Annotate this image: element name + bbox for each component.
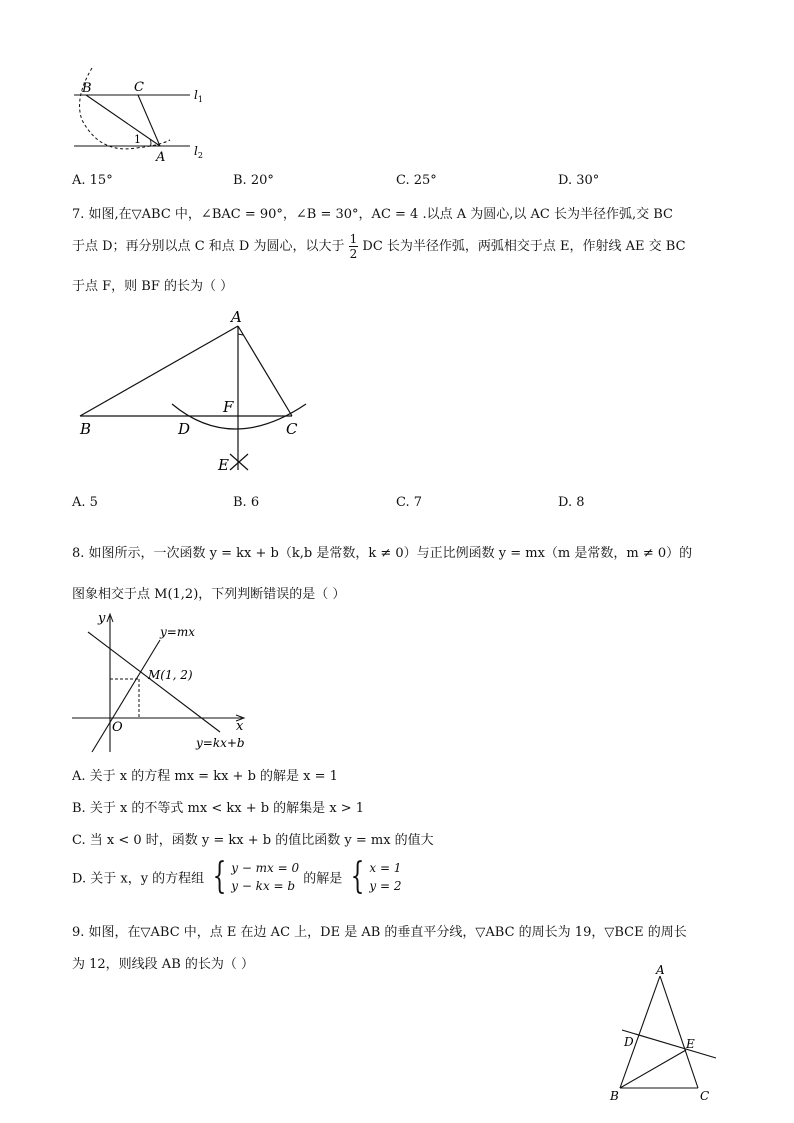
segment-AC — [660, 976, 698, 1088]
label-l1: $l_1$ — [194, 88, 203, 104]
q9-line-2: 为 12，则线段 AB 的长为（ ） — [72, 957, 255, 972]
q7-line-1: 7. 如图,在▽ABC 中，∠BAC = 90°，∠B = 30°，AC = 4 .以点 A 为圆心,以 AC 长为半径作弧,交 BC — [72, 207, 673, 222]
q8-line-1: 8. 如图所示，一次函数 y = kx + b（k,b 是常数，k ≠ 0）与正比例函数 y = mx（m 是常数，m ≠ 0）的 — [72, 546, 693, 561]
q7-line-2-pre: 于点 D；再分别以点 C 和点 D 为圆心，以大于 — [72, 239, 345, 254]
q7-line-3: 于点 F，则 BF 的长为（ ） — [72, 279, 234, 294]
label-l2: $l_2$ — [194, 144, 203, 160]
q9-figure — [604, 962, 724, 1106]
q7-fraction: $\frac{1}{2}$ — [349, 232, 358, 261]
label-B: B — [80, 420, 92, 438]
label-y: y — [98, 611, 106, 626]
label-M: M(1, 2) — [148, 668, 193, 682]
line-y-kx-b — [88, 632, 220, 732]
label-A: A — [656, 963, 665, 977]
q7-option-a: A. 5 — [72, 495, 98, 510]
q7-figure — [72, 304, 322, 480]
brace-left-icon: { — [212, 856, 227, 897]
q7-line-2 — [72, 232, 686, 261]
segment-BA — [80, 326, 238, 416]
label-C: C — [286, 420, 298, 438]
label-D: D — [178, 420, 191, 438]
q9-line-1: 9. 如图，在▽ABC 中，点 E 在边 AC 上，DE 是 AB 的垂直平分线，▽ABC 的周长为 19，▽BCE 的周长 — [72, 925, 687, 940]
angle-1-arc — [150, 139, 151, 146]
q8-figure — [68, 606, 258, 756]
q6-option-c: C. 25° — [396, 173, 437, 188]
q6-option-a: A. 15° — [72, 173, 113, 188]
label-D: D — [624, 1035, 634, 1049]
label-y-kx-b: y=kx+b — [196, 736, 245, 750]
label-y-mx: y=mx — [160, 625, 195, 639]
label-B: B — [82, 81, 92, 96]
label-x: x — [236, 719, 244, 734]
label-B: B — [610, 1089, 619, 1103]
label-C: C — [700, 1089, 710, 1103]
q6-option-b: B. 20° — [233, 173, 274, 188]
q8-option-a: A. 关于 x 的方程 mx = kx + b 的解是 x = 1 — [72, 769, 338, 784]
q8-option-d — [72, 856, 402, 897]
q7-option-c: C. 7 — [396, 495, 423, 510]
q8-option-d-pre: D. 关于 x，y 的方程组 — [72, 871, 205, 887]
q8-system: y − mx = 0 y − kx = b — [231, 861, 300, 893]
segment-AB — [620, 976, 660, 1088]
label-1: 1 — [134, 133, 141, 146]
label-F: F — [223, 398, 234, 416]
label-E: E — [686, 1037, 695, 1051]
segment-BE — [620, 1050, 686, 1088]
q8-solution: x = 1 y = 2 — [369, 861, 402, 893]
q7-option-d: D. 8 — [558, 495, 585, 510]
label-C: C — [134, 80, 144, 95]
q6-option-d: D. 30° — [558, 173, 600, 188]
q8-option-c: C. 当 x < 0 时，函数 y = kx + b 的值比函数 y = mx 的值大 — [72, 833, 434, 848]
q7-option-b: B. 6 — [233, 495, 260, 510]
line-y-mx — [92, 640, 160, 752]
q6-figure — [66, 64, 216, 170]
label-A: A — [156, 150, 166, 165]
q8-option-d-mid: 的解是 — [303, 871, 343, 887]
label-E: E — [218, 456, 229, 474]
q7-line-2-post: DC 长为半径作弧，两弧相交于点 E，作射线 AE 交 BC — [362, 239, 686, 254]
label-O: O — [112, 720, 123, 735]
q8-option-b: B. 关于 x 的不等式 mx < kx + b 的解集是 x > 1 — [72, 801, 365, 816]
brace-left-icon: { — [351, 856, 365, 897]
segment-AC — [238, 326, 292, 416]
q8-line-2: 图象相交于点 M(1,2)，下列判断错误的是（ ） — [72, 587, 346, 602]
label-A: A — [231, 308, 242, 326]
